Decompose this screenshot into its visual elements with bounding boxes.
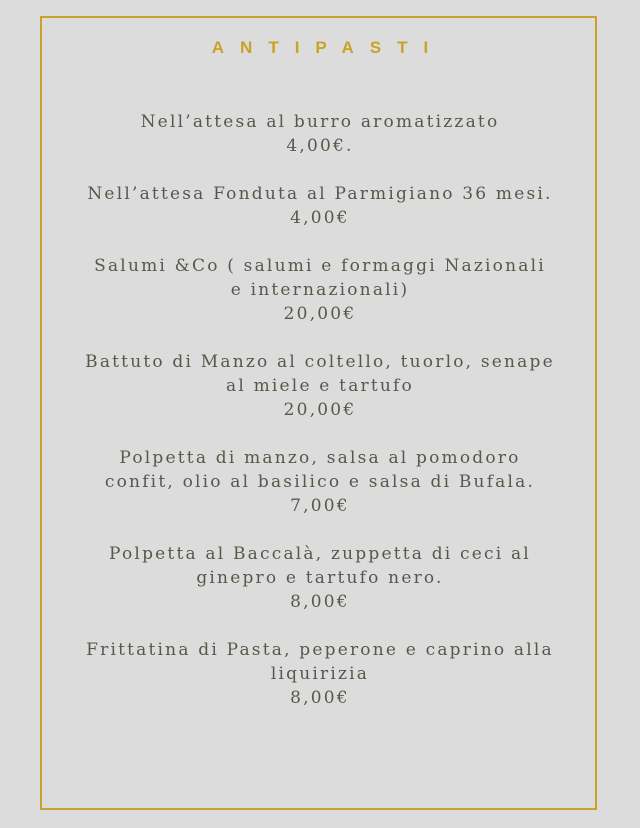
menu-item (85, 182, 555, 230)
menu-item-price: 20,00€ (283, 304, 357, 324)
menu-item-price: 8,00€ (290, 688, 350, 708)
menu-item (85, 254, 555, 326)
menu-item-name: Battuto di Manzo al coltello, tuorlo, senape al miele e tartufo (85, 352, 555, 396)
menu-item-name: Polpetta di manzo, salsa al pomodoro confit, olio al basilico e salsa di Bufala. (104, 448, 536, 492)
menu-item-price: 20,00€ (283, 400, 357, 420)
menu-item (85, 350, 555, 422)
menu-item (85, 542, 555, 614)
menu-item-name: Frittatina di Pasta, peperone e caprino alla liquirizia (86, 640, 554, 684)
menu-item (85, 446, 555, 518)
menu-item-price: 8,00€ (290, 592, 350, 612)
menu-item-name: Polpetta al Baccalà, zuppetta di ceci al ginepro e tartufo nero. (109, 544, 531, 588)
menu-section-title: ANTIPASTI (211, 38, 445, 57)
menu-item-price: 7,00€ (290, 496, 350, 516)
menu-item-name: Nell’attesa Fonduta al Parmigiano 36 mesi. (87, 184, 553, 204)
menu-item (85, 110, 555, 158)
menu-item-price: 4,00€. (286, 136, 354, 156)
menu-item (85, 638, 555, 710)
menu-item-list (0, 110, 640, 734)
menu-item-name: Nell’attesa al burro aromatizzato (140, 112, 500, 132)
menu-item-price: 4,00€ (290, 208, 350, 228)
menu-item-name: Salumi &Co ( salumi e formaggi Nazionali e internazionali) (94, 256, 546, 300)
